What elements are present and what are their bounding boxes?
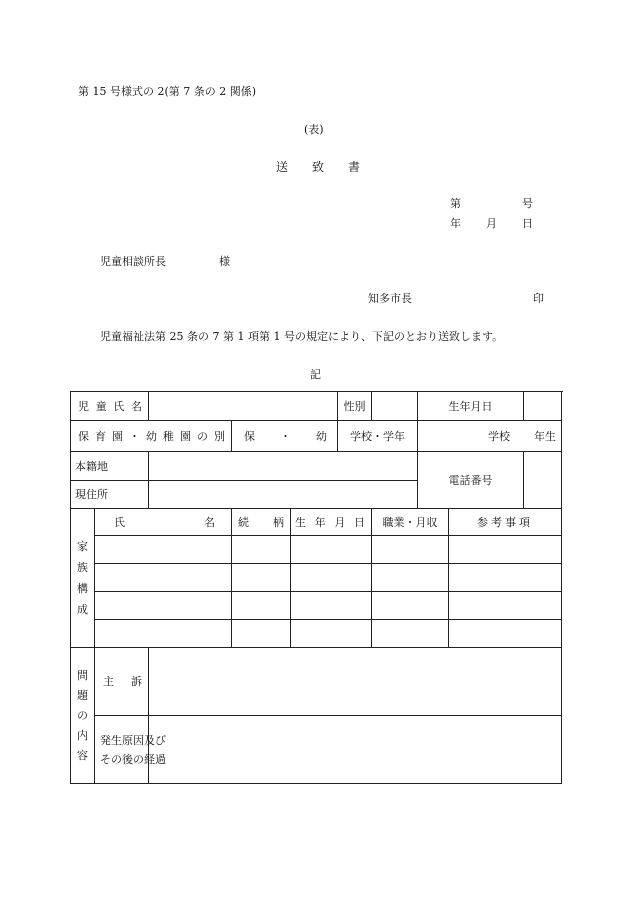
family-name-cell[interactable] [95, 564, 232, 592]
family-row [71, 536, 562, 564]
date-month: 月 [486, 217, 497, 230]
label-char: 稚 [163, 429, 174, 443]
birthdate-field[interactable] [524, 392, 562, 421]
number-prefix: 第 [450, 197, 461, 210]
family-notes-cell[interactable] [449, 564, 562, 592]
date-day: 日 [522, 217, 533, 230]
option-separator: ・ [280, 429, 291, 443]
family-occupation-cell[interactable] [372, 536, 449, 564]
family-composition-label [71, 509, 95, 648]
cause-label-line: その後の経過 [100, 752, 166, 766]
family-notes-cell[interactable] [449, 620, 562, 648]
family-relation-cell[interactable] [232, 592, 291, 620]
gender-label: 性別 [338, 392, 372, 421]
label-char: の [77, 708, 88, 722]
option-kindergarten: 幼 [316, 429, 327, 443]
header-char: 続 [238, 515, 249, 529]
header-char: 柄 [273, 515, 284, 529]
sender-label: 知多市長 [368, 292, 412, 305]
school-grade-label: 学校・学年 [338, 421, 418, 452]
family-birthdate-cell[interactable] [291, 592, 372, 620]
family-relation-cell[interactable] [232, 536, 291, 564]
honseki-label: 本籍地 [71, 452, 149, 481]
family-notes-cell[interactable] [449, 536, 562, 564]
label-char: 問 [77, 668, 88, 682]
label-char: 容 [77, 748, 88, 762]
family-name-cell[interactable] [95, 620, 232, 648]
addressee-honorific: 様 [219, 255, 230, 268]
family-row [71, 592, 562, 620]
label-char: 訴 [131, 675, 142, 688]
cause-label [95, 716, 166, 784]
label-char: 園 [112, 429, 123, 443]
option-nursery: 保 [244, 429, 255, 443]
child-info-row [71, 392, 562, 421]
label-char: 氏 [113, 399, 125, 413]
label-char: 内 [77, 728, 88, 742]
complaint-row [71, 648, 562, 716]
cause-field[interactable] [149, 716, 562, 784]
label-char: ・ [129, 429, 140, 443]
nursery-type-options[interactable] [232, 421, 338, 452]
family-header-relation [232, 509, 291, 536]
family-header-notes: 参考事項 [449, 509, 562, 536]
family-name-cell[interactable] [95, 592, 232, 620]
cause-label-line: 発生原因及び [100, 733, 166, 747]
complaint-field[interactable] [149, 648, 562, 716]
label-char: 族 [77, 561, 88, 574]
label-char: の [197, 429, 208, 443]
family-relation-cell[interactable] [232, 620, 291, 648]
title-char: 致 [312, 160, 325, 174]
family-relation-cell[interactable] [232, 564, 291, 592]
referral-form-table [70, 391, 562, 784]
family-header-occupation: 職業・月収 [372, 509, 449, 536]
nursery-type-label [71, 421, 232, 452]
header-char: 氏 [114, 515, 125, 529]
form-side-label: (表) [304, 123, 324, 136]
label-char: 保 [78, 429, 89, 443]
title-char: 送 [276, 160, 289, 174]
school-row [71, 421, 562, 452]
child-name-field[interactable] [149, 392, 338, 421]
family-birthdate-cell[interactable] [291, 536, 372, 564]
family-birthdate-cell[interactable] [291, 620, 372, 648]
family-occupation-cell[interactable] [372, 620, 449, 648]
address-label: 現住所 [71, 481, 149, 509]
family-notes-cell[interactable] [449, 592, 562, 620]
date-year: 年 [450, 217, 461, 230]
header-char: 名 [204, 515, 215, 529]
addressee-label: 児童相談所長 [100, 255, 166, 268]
family-occupation-cell[interactable] [372, 564, 449, 592]
child-name-label [71, 392, 149, 421]
honseki-field[interactable] [149, 452, 418, 481]
gender-field[interactable] [372, 392, 418, 421]
phone-field[interactable] [524, 452, 562, 509]
label-char: 題 [77, 688, 88, 702]
address-field[interactable] [149, 481, 418, 509]
label-char: 育 [95, 429, 106, 443]
phone-label: 電話番号 [418, 452, 524, 509]
grade-suffix: 年生 [534, 429, 557, 443]
school-grade-field[interactable] [418, 421, 562, 452]
number-suffix: 号 [522, 197, 533, 210]
title-char: 書 [348, 160, 361, 174]
label-char: 児 [78, 399, 89, 413]
family-row [71, 620, 562, 648]
label-char: 名 [130, 399, 142, 413]
label-char: 主 [103, 675, 114, 688]
header-char: 月 [334, 515, 346, 529]
family-name-cell[interactable] [95, 536, 232, 564]
family-row [71, 564, 562, 592]
problem-content-label [71, 648, 95, 784]
header-char: 日 [354, 515, 366, 529]
family-occupation-cell[interactable] [372, 592, 449, 620]
birthdate-label: 生年月日 [418, 392, 524, 421]
honseki-row [71, 452, 562, 481]
header-char: 年 [314, 515, 326, 529]
family-birthdate-cell[interactable] [291, 564, 372, 592]
label-char: 童 [95, 399, 107, 413]
family-header-row [71, 509, 562, 536]
family-header-birthdate [291, 509, 372, 536]
cause-row [71, 716, 562, 784]
ki-label: 記 [310, 368, 321, 381]
school-suffix: 学校 [488, 429, 511, 443]
seal-mark: 印 [533, 292, 544, 305]
header-char: 生 [295, 515, 306, 529]
complaint-label [95, 648, 149, 716]
label-char: 構 [77, 582, 88, 595]
label-char: 成 [77, 603, 88, 616]
body-text: 児童福祉法第 25 条の 7 第 1 項第 1 号の規定により、下記のとおり送致します。 [100, 330, 504, 343]
form-number: 第 15 号様式の 2(第 7 条の 2 関係) [78, 85, 257, 98]
family-header-name [95, 509, 232, 536]
label-char: 家 [77, 540, 88, 553]
label-char: 幼 [146, 429, 157, 443]
label-char: 別 [214, 429, 225, 443]
label-char: 園 [180, 429, 191, 443]
